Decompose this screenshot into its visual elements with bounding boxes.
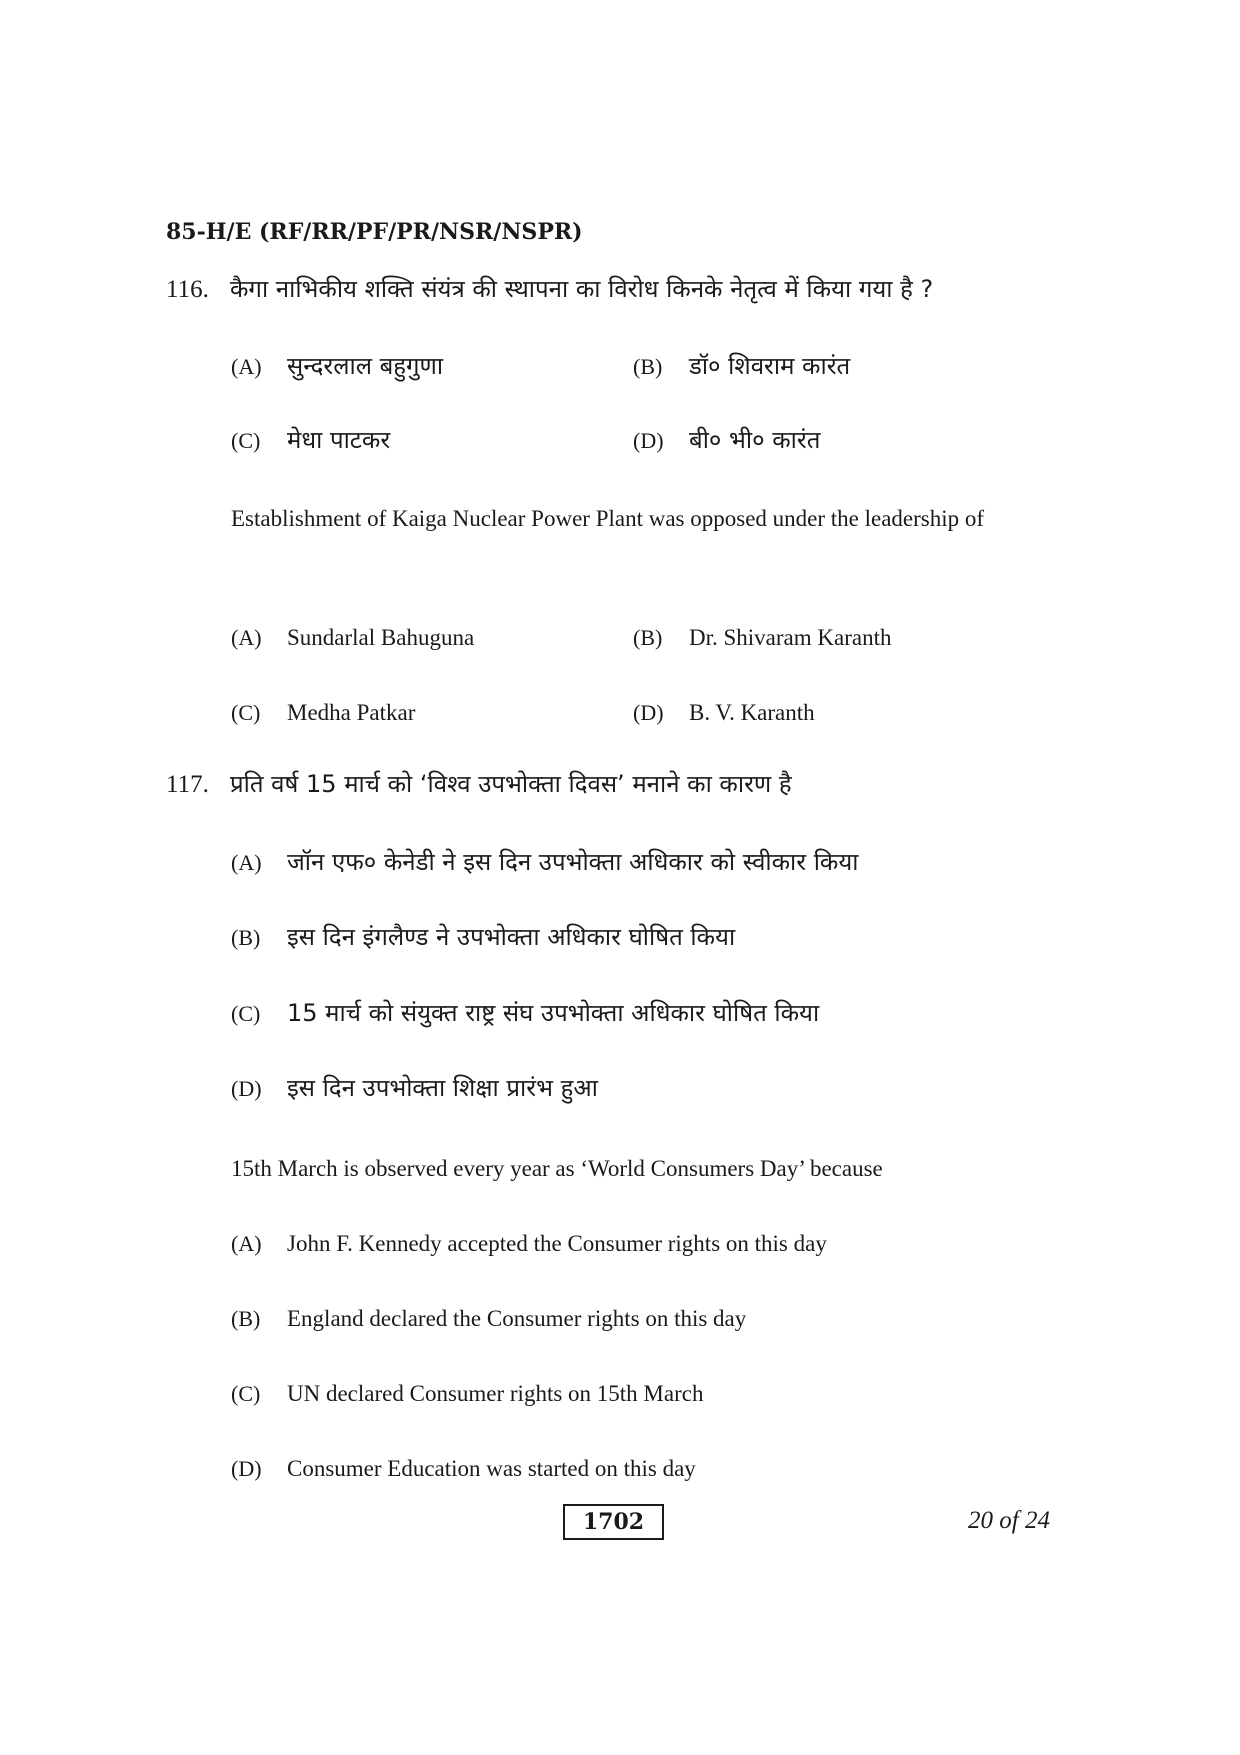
option-label: (A): [231, 1231, 262, 1256]
option-label: (B): [231, 1306, 261, 1331]
question-number: 116.: [166, 276, 209, 303]
option-label: (C): [231, 700, 261, 725]
option-text: B. V. Karanth: [689, 700, 815, 725]
question-number: 117.: [166, 771, 209, 798]
option-label: (D): [231, 1456, 262, 1481]
question-text-hindi: प्रति वर्ष 15 मार्च को ‘विश्व उपभोक्ता दिवस’ मनाने का कारण है: [230, 770, 792, 798]
option-label: (A): [231, 850, 262, 875]
option-text: इस दिन उपभोक्ता शिक्षा प्रारंभ हुआ: [287, 1074, 598, 1102]
option-text: इस दिन इंगलैण्ड ने उपभोक्ता अधिकार घोषित किया: [287, 923, 736, 951]
option-text: John F. Kennedy accepted the Consumer rights on this day: [287, 1231, 827, 1256]
q117-english-option-a[interactable]: [231, 1231, 827, 1257]
q117-hindi-option-c[interactable]: [231, 996, 819, 1029]
paper-code-header: 85-H/E (RF/RR/PF/PR/NSR/NSPR): [166, 219, 583, 245]
option-text: Consumer Education was started on this day: [287, 1456, 696, 1481]
question-116-english: Establishment of Kaiga Nuclear Power Plant was opposed under the leadership of: [231, 506, 985, 531]
option-label: (D): [231, 1076, 262, 1101]
q116-english-option-d[interactable]: [633, 700, 815, 726]
option-text: Sundarlal Bahuguna: [287, 625, 475, 650]
q116-english-option-b[interactable]: [633, 625, 891, 651]
option-text: Medha Patkar: [287, 700, 416, 725]
option-label: (B): [633, 625, 663, 650]
option-label: (B): [633, 354, 663, 379]
option-label: (D): [633, 428, 664, 453]
q117-english-option-c[interactable]: [231, 1381, 703, 1407]
q117-hindi-option-b[interactable]: [231, 920, 735, 953]
option-text: बी० भी० कारंत: [689, 426, 821, 454]
option-label: (C): [231, 428, 261, 453]
option-text: डॉ० शिवराम कारंत: [689, 352, 851, 380]
question-text-hindi: कैगा नाभिकीय शक्ति संयंत्र की स्थापना का विरोध किनके नेतृत्व में किया गया है ?: [230, 275, 934, 303]
q116-hindi-option-a[interactable]: [231, 349, 443, 382]
option-text: UN declared Consumer rights on 15th March: [287, 1381, 704, 1406]
option-text: Dr. Shivaram Karanth: [689, 625, 892, 650]
option-label: (C): [231, 1381, 261, 1406]
q117-hindi-option-d[interactable]: [231, 1071, 598, 1104]
q116-hindi-option-c[interactable]: [231, 423, 390, 456]
option-label: (D): [633, 700, 664, 725]
q116-english-option-a[interactable]: [231, 625, 474, 651]
option-label: (A): [231, 625, 262, 650]
option-text: 15 मार्च को संयुक्त राष्ट्र संघ उपभोक्ता अधिकार घोषित किया: [287, 999, 820, 1027]
page-indicator: 20 of 24: [968, 1507, 1050, 1534]
q116-hindi-option-b[interactable]: [633, 349, 850, 382]
option-label: (A): [231, 354, 262, 379]
option-text: मेधा पाटकर: [287, 426, 391, 454]
option-text: जॉन एफ० केनेडी ने इस दिन उपभोक्ता अधिकार को स्वीकार किया: [287, 848, 859, 876]
option-label: (C): [231, 1001, 261, 1026]
option-text: England declared the Consumer rights on this day: [287, 1306, 747, 1331]
question-116-hindi: [166, 272, 933, 305]
q117-hindi-option-a[interactable]: [231, 845, 859, 878]
q117-english-option-d[interactable]: [231, 1456, 696, 1482]
option-text: सुन्दरलाल बहुगुणा: [287, 352, 444, 380]
q117-english-option-b[interactable]: [231, 1306, 746, 1332]
question-117-hindi: [166, 767, 792, 800]
option-label: (B): [231, 925, 261, 950]
booklet-code-box: 1702: [563, 1504, 664, 1540]
question-117-english: 15th March is observed every year as ‘World Consumers Day’ because: [231, 1156, 883, 1181]
q116-english-option-c[interactable]: [231, 700, 415, 726]
q116-hindi-option-d[interactable]: [633, 423, 820, 456]
